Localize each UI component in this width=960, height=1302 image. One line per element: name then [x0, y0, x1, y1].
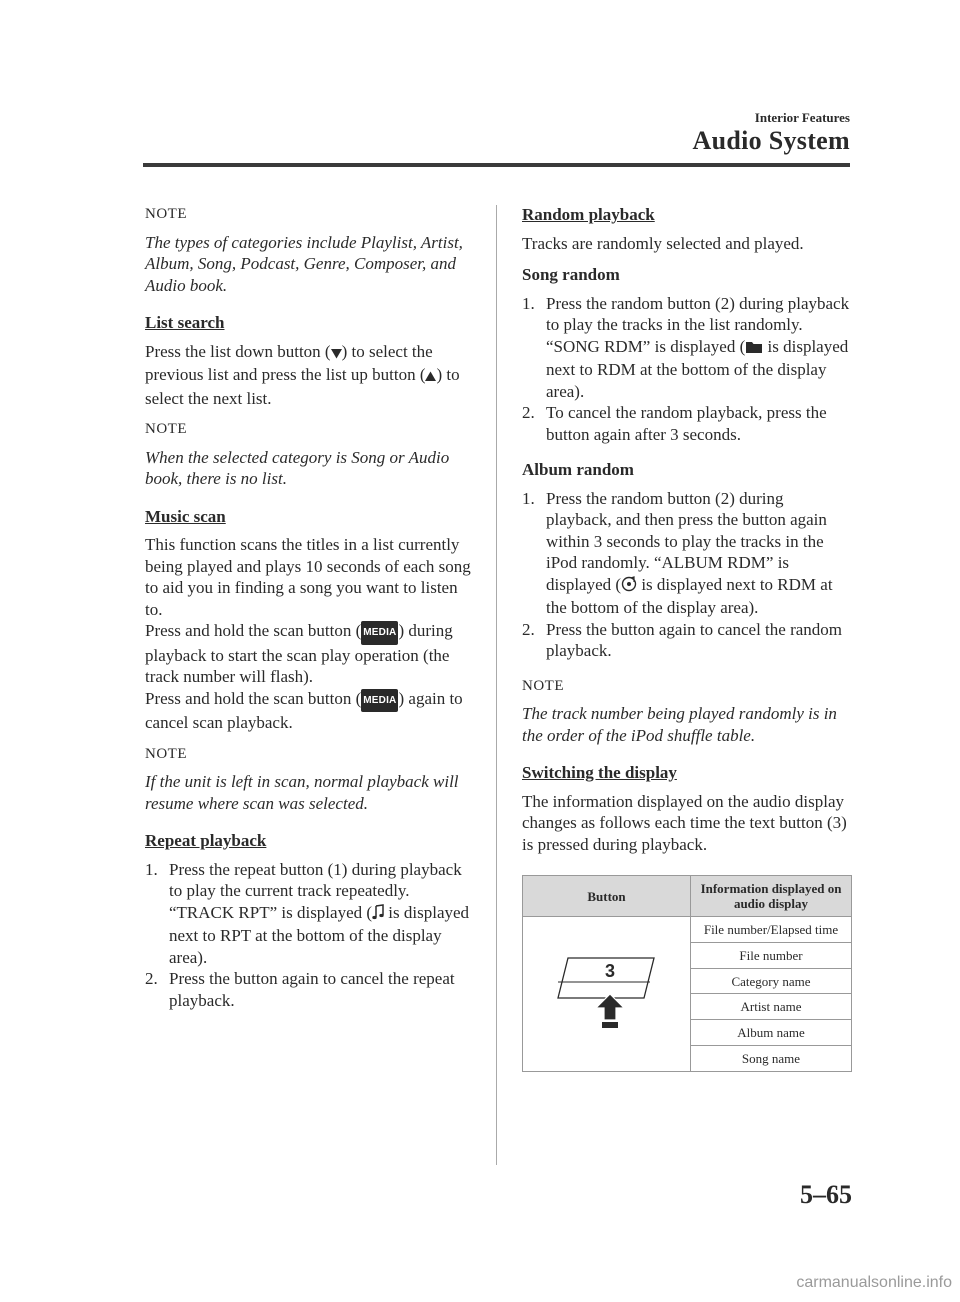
header-rule — [143, 163, 850, 167]
song-random-heading: Song random — [522, 265, 620, 284]
music-scan-heading: Music scan — [145, 506, 226, 526]
list-item: 2. Press the button again to cancel the random playback. — [522, 619, 842, 660]
switch-display-heading: Switching the display — [522, 763, 677, 782]
column-divider — [496, 205, 497, 1165]
repeat-heading: Repeat playback — [145, 831, 267, 850]
repeat-steps — [145, 859, 475, 1012]
switch-display-text: The information displayed on the audio display changes as follows each time the text button (3) is pressed during playback. — [522, 791, 847, 854]
button-illustration-cell — [523, 917, 691, 1072]
footer-watermark: carmanualsonline.info — [796, 1274, 952, 1291]
list-search-text: Press the list down button ( ) to select the previous list and press the list up button ( ) to select the next list. — [145, 341, 460, 408]
note-text: When the selected category is Song or Audio book, there is no list. — [145, 447, 450, 488]
table-row: Artist name — [691, 994, 852, 1020]
table-row: File number — [691, 942, 852, 968]
display-table — [522, 875, 852, 1072]
folder-icon — [745, 338, 763, 360]
list-item: 1. Press the random button (2) during playback to play the tracks in the list randomly. “SONG RDM” is displayed ( is displayed next to RDM at the bottom of the display area). — [522, 293, 850, 401]
text-button-illustration — [552, 952, 662, 1034]
random-intro: Tracks are randomly selected and played. — [522, 233, 804, 253]
music-note-icon — [372, 904, 384, 926]
media-button-icon: MEDIA — [361, 621, 398, 645]
table-header-button: Button — [523, 876, 691, 917]
music-scan-text-3: Press and hold the scan button ( MEDIA ) again to cancel scan playback. — [145, 688, 463, 732]
list-search-heading: List search — [145, 313, 225, 332]
note-label: NOTE — [145, 421, 187, 437]
page-title: Audio System — [692, 126, 850, 155]
page-number: 5–65 — [800, 1180, 852, 1209]
list-item: 1. Press the repeat button (1) during playback to play the current track repeatedly. “TRACK RPT” is displayed ( is displayed next to RPT at the bottom of the display area). — [145, 859, 470, 967]
album-random-steps — [522, 488, 852, 662]
triangle-up-icon — [425, 366, 436, 388]
list-item: 2. To cancel the random playback, press the button again after 3 seconds. — [522, 403, 827, 444]
left-column — [145, 204, 475, 1025]
music-scan-text: This function scans the titles in a list currently being played and plays 10 seconds of each song to aid you in finding a song you want to listen to. — [145, 535, 471, 619]
media-button-icon: MEDIA — [361, 689, 398, 713]
music-scan-text-2: Press and hold the scan button ( MEDIA ) during playback to start the scan play operation (the track number will flash). — [145, 621, 453, 686]
disc-icon — [621, 576, 637, 598]
table-header-info: Information displayed on audio display — [691, 876, 852, 917]
table-row: Song name — [691, 1046, 852, 1072]
note-text: If the unit is left in scan, normal playback will resume where scan was selected. — [145, 772, 459, 813]
section-label: Interior Features — [754, 110, 850, 125]
random-heading: Random playback — [522, 205, 655, 224]
right-column — [522, 204, 852, 1072]
note-label: NOTE — [522, 677, 564, 694]
note-text: The types of categories include Playlist, Artist, Album, Song, Podcast, Genre, Composer, and Audio book. — [145, 232, 463, 295]
list-item: 2. Press the button again to cancel the repeat playback. — [145, 969, 455, 1010]
album-random-heading: Album random — [522, 460, 634, 479]
table-row: Category name — [691, 968, 852, 994]
button-number-label: 3 — [604, 960, 615, 981]
table-row: File number/Elapsed time — [691, 917, 852, 943]
table-row: Album name — [691, 1020, 852, 1046]
note-label: NOTE — [145, 206, 187, 222]
note-text: The track number being played randomly is in the order of the iPod shuffle table. — [522, 704, 837, 745]
note-label: NOTE — [145, 745, 187, 762]
triangle-down-icon — [331, 343, 342, 365]
song-random-steps — [522, 293, 852, 446]
list-item: 1. Press the random button (2) during playback, and then press the button again within 3 seconds to play the tracks in the iPod randomly. “ALBUM RDM” is displayed ( is displayed next to RDM at the bottom of the display area). — [522, 488, 833, 617]
